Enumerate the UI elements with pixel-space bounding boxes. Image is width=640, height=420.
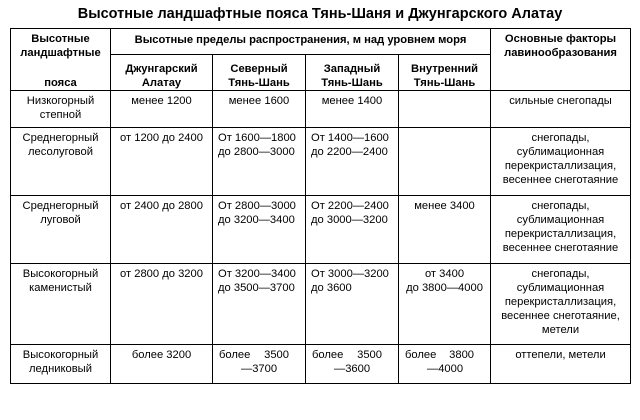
west-cell: менее 1400 bbox=[306, 91, 399, 128]
dzhungarsky-cell: менее 1200 bbox=[111, 91, 213, 128]
inner-cell: менее 3400 bbox=[399, 196, 491, 264]
north-cell: От 3200—3400 до 3500—3700 bbox=[213, 264, 306, 345]
zone-cell: Среднегорный лесолуговой bbox=[11, 128, 111, 196]
west-cell: От 2200—2400 до 3000—3200 bbox=[306, 196, 399, 264]
column-header-west: Западный Тянь-Шань bbox=[306, 55, 399, 91]
factors-cell: сильные снегопады bbox=[491, 91, 631, 128]
table-row bbox=[11, 196, 631, 264]
north-cell: менее 1600 bbox=[213, 91, 306, 128]
column-header-dzhungarsky: Джунгарский Алатау bbox=[111, 55, 213, 91]
north-cell: От 2800—3000 до 3200—3400 bbox=[213, 196, 306, 264]
dzhungarsky-cell: от 1200 до 2400 bbox=[111, 128, 213, 196]
table-row bbox=[11, 128, 631, 196]
factors-cell: оттепели, метели bbox=[491, 345, 631, 384]
west-cell: От 3000—3200 до 3600 bbox=[306, 264, 399, 345]
inner-cell bbox=[399, 91, 491, 128]
factors-cell: снегопады, сублимационная перекристаллизация, весеннее снеготаяние bbox=[491, 128, 631, 196]
north-cell: От 1600—1800 до 2800—3000 bbox=[213, 128, 306, 196]
factors-column-header: Основные факторы лавинообразования bbox=[491, 29, 631, 91]
column-header-north: Северный Тянь-Шань bbox=[213, 55, 306, 91]
dzhungarsky-cell: от 2800 до 3200 bbox=[111, 264, 213, 345]
inner-cell bbox=[399, 128, 491, 196]
west-cell: От 1400—1600 до 2200—2400 bbox=[306, 128, 399, 196]
column-header-inner: Внутренний Тянь-Шань bbox=[399, 55, 491, 91]
table-row bbox=[11, 345, 631, 384]
heights-group-header: Высотные пределы распространения, м над уровнем моря bbox=[111, 29, 491, 55]
west-cell: более 3500 —3600 bbox=[306, 345, 399, 384]
page-title: Высотные ландшафтные пояса Тянь-Шаня и Джунгарского Алатау bbox=[77, 6, 563, 22]
zone-cell: Низкогорный степной bbox=[11, 91, 111, 128]
zone-cell: Высокогорный ледниковый bbox=[11, 345, 111, 384]
dzhungarsky-cell: более 3200 bbox=[111, 345, 213, 384]
table-row bbox=[11, 91, 631, 128]
inner-cell: более 3800 —4000 bbox=[399, 345, 491, 384]
zones-column-header: Высотные ландшафтные пояса bbox=[11, 29, 111, 91]
dzhungarsky-cell: от 2400 до 2800 bbox=[111, 196, 213, 264]
altitude-zones-table bbox=[10, 28, 631, 384]
zone-cell: Среднегорный луговой bbox=[11, 196, 111, 264]
factors-cell: снегопады, сублимационная перекристаллизация, весеннее снеготаяние, метели bbox=[491, 264, 631, 345]
zone-cell: Высокогорный каменистый bbox=[11, 264, 111, 345]
factors-cell: снегопады, сублимационная перекристаллизация, весеннее снеготаяние bbox=[491, 196, 631, 264]
north-cell: более 3500 —3700 bbox=[213, 345, 306, 384]
inner-cell: от 3400 до 3800—4000 bbox=[399, 264, 491, 345]
table-row bbox=[11, 264, 631, 345]
